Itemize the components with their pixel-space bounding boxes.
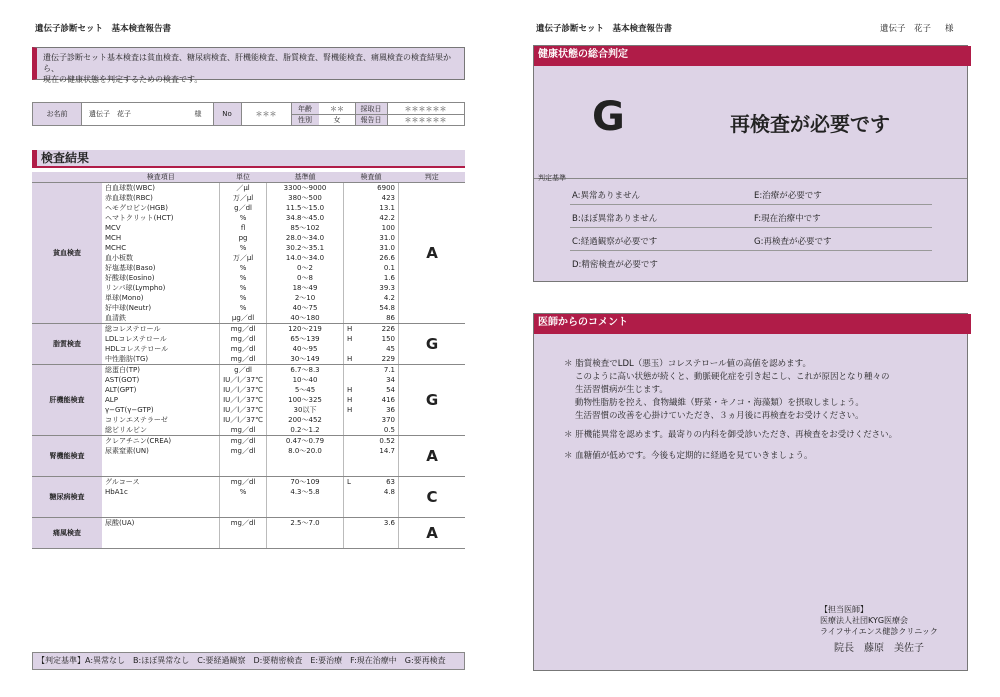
- item-flag: [344, 233, 365, 243]
- item-flag: [344, 456, 365, 466]
- judgment-grade: A: [399, 183, 466, 324]
- item-unit: %: [220, 263, 267, 273]
- category-label: 肝機能検査: [32, 365, 102, 436]
- item-name: 赤血球数(RBC): [105, 194, 153, 202]
- judgment-grade: G: [399, 365, 466, 436]
- item-unit: %: [220, 487, 267, 497]
- item-name: HbA1c: [105, 488, 128, 496]
- item-name: HDLコレステロール: [105, 345, 169, 353]
- item-value: 0.52: [379, 437, 395, 445]
- item-flag: L: [344, 477, 365, 488]
- no-label: No: [213, 103, 241, 125]
- item-value: 14.7: [379, 447, 395, 455]
- item-flag: [344, 263, 365, 273]
- item-ref: 100〜325: [267, 395, 344, 405]
- table-row: [32, 365, 465, 376]
- item-flag: [344, 497, 365, 507]
- item-name: MCHC: [105, 244, 127, 252]
- item-name: ALP: [105, 396, 118, 404]
- item-flag: [344, 253, 365, 263]
- category-label: 糖尿病検査: [32, 477, 102, 518]
- item-unit: %: [220, 243, 267, 253]
- comment-2: ＊ 肝機能異常を認めます。最寄りの内科を御受診いただき、再検査をお受けください。: [564, 430, 898, 440]
- item-flag: [344, 183, 365, 194]
- doctor-signature: 【担当医師】 医療法人社団KYG医療会 ライフサイエンス健診クリニック 院長 藤原 美佐子: [820, 605, 938, 654]
- item-value: [364, 528, 399, 538]
- item-flag: [344, 425, 365, 436]
- doc-title-right: 遺伝子診断セット 基本検査報告書: [536, 24, 673, 34]
- table-row: [32, 324, 465, 335]
- item-name: MCH: [105, 234, 122, 242]
- item-flag: [344, 283, 365, 293]
- item-flag: [344, 273, 365, 283]
- item-value: 4.2: [383, 294, 395, 302]
- item-value: 6900: [377, 184, 395, 192]
- item-ref: 40〜180: [267, 313, 344, 324]
- col-value: 検査値: [344, 172, 399, 183]
- item-unit: mg／dl: [220, 334, 267, 344]
- item-name: ヘマトクリット(HCT): [105, 214, 174, 222]
- item-value: 31.0: [379, 244, 395, 252]
- criteria-divider: [570, 204, 932, 205]
- item-ref: 120〜219: [267, 324, 344, 335]
- item-flag: [344, 365, 365, 376]
- item-value: 3.6: [383, 519, 395, 527]
- results-title: 検査結果: [32, 150, 465, 168]
- item-name: ALT(GPT): [105, 386, 137, 394]
- item-name: クレアチニン(CREA): [105, 437, 172, 445]
- item-ref: 0〜2: [267, 263, 344, 273]
- item-ref: 18〜49: [267, 283, 344, 293]
- patient-name-right: 遺伝子 花子: [880, 24, 932, 34]
- item-unit: mg／dl: [220, 425, 267, 436]
- criteria-item: D:精密検査が必要です: [572, 260, 658, 270]
- item-value: 42.2: [379, 214, 395, 222]
- report-value: ＊＊＊＊＊＊: [404, 115, 447, 124]
- item-unit: mg／dl: [220, 344, 267, 354]
- item-flag: [344, 303, 365, 313]
- item-flag: [344, 436, 365, 447]
- item-name: リンパ球(Lympho): [105, 284, 166, 292]
- honorific-right: 様: [945, 24, 954, 34]
- item-unit: [220, 528, 267, 538]
- item-unit: %: [220, 303, 267, 313]
- col-ref: 基準値: [267, 172, 344, 183]
- item-name: [102, 528, 220, 538]
- item-name: 好中球(Neutr): [105, 304, 152, 312]
- item-unit: %: [220, 273, 267, 283]
- item-flag: [344, 313, 365, 324]
- item-ref: 8.0〜20.0: [267, 446, 344, 456]
- item-name: [102, 507, 220, 518]
- criteria-item: B:ほぼ異常ありません: [572, 214, 658, 224]
- item-ref: 10〜40: [267, 375, 344, 385]
- item-value: 63: [386, 478, 395, 486]
- overall-title: 健康状態の総合判定: [534, 46, 971, 66]
- item-flag: H: [344, 405, 365, 415]
- col-unit: 単位: [220, 172, 267, 183]
- comments-title: 医師からのコメント: [534, 314, 971, 334]
- item-unit: g／dl: [220, 203, 267, 213]
- item-unit: IU／l／37℃: [220, 405, 267, 415]
- item-value: 4.8: [383, 488, 395, 496]
- intro-line: 遺伝子診断セット基本検査は貧血検査、糖尿病検査、肝機能検査、脂質検査、腎機能検査、痛風検査の検査結果から、: [43, 53, 451, 73]
- item-unit: mg／dl: [220, 477, 267, 488]
- item-ref: [267, 507, 344, 518]
- item-ref: 70〜109: [267, 477, 344, 488]
- col-item: 検査項目: [102, 172, 220, 183]
- item-unit: IU／l／37℃: [220, 385, 267, 395]
- item-ref: 40〜75: [267, 303, 344, 313]
- table-row: [32, 183, 465, 194]
- item-ref: 14.0〜34.0: [267, 253, 344, 263]
- judgment-grade: A: [399, 436, 466, 477]
- item-ref: 34.8〜45.0: [267, 213, 344, 223]
- item-ref: [267, 456, 344, 466]
- item-name: 総コレステロール: [105, 325, 161, 333]
- criteria-item: C:経過観察が必要です: [572, 237, 658, 247]
- item-value: [364, 507, 399, 518]
- item-ref: 28.0〜34.0: [267, 233, 344, 243]
- item-value: [364, 497, 399, 507]
- item-name: 単球(Mono): [105, 294, 144, 302]
- item-unit: IU／l／37℃: [220, 375, 267, 385]
- item-name: 血清鉄: [102, 313, 220, 324]
- table-row: [32, 518, 465, 529]
- item-ref: 0〜8: [267, 273, 344, 283]
- judgment-grade: C: [399, 477, 466, 518]
- item-flag: H: [344, 395, 365, 405]
- item-ref: 3300〜9000: [267, 183, 344, 194]
- comment-3: ＊ 血糖値が低めです。今後も定期的に経過を見ていきましょう。: [564, 451, 813, 461]
- item-name: [102, 538, 220, 549]
- item-value: 34: [386, 376, 395, 384]
- item-unit: 万／μl: [220, 193, 267, 203]
- item-flag: [344, 507, 365, 518]
- item-flag: [344, 446, 365, 456]
- item-name: 尿酸(UA): [105, 519, 135, 527]
- item-ref: 4.3〜5.8: [267, 487, 344, 497]
- item-ref: 30以下: [267, 405, 344, 415]
- item-value: 31.0: [379, 234, 395, 242]
- item-name: ヘモグロビン(HGB): [105, 204, 168, 212]
- category-label: 脂質検査: [32, 324, 102, 365]
- overall-grade-text: 再検査が必要です: [730, 112, 890, 136]
- item-unit: mg／dl: [220, 446, 267, 456]
- item-value: 26.6: [379, 254, 395, 262]
- item-ref: 0.2〜1.2: [267, 425, 344, 436]
- item-ref: [267, 497, 344, 507]
- item-unit: %: [220, 283, 267, 293]
- item-flag: [344, 213, 365, 223]
- comment-1: ＊ 脂質検査でLDL（悪玉）コレステロール値の高値を認めます。 このように高い状態が続くと、動脈硬化症を引き起こし、これが原因となり種々の 生活習慣病が生じます。 動物性脂肪を控え、食物繊維（野菜・キノコ・海藻類）を摂取しましょう。 生活習慣の改善を心掛けていただき、３ヵ月後に再検査をお受けください。: [564, 359, 890, 421]
- item-value: 1.6: [383, 274, 395, 282]
- item-unit: [220, 466, 267, 477]
- item-value: [364, 456, 399, 466]
- item-unit: mg／dl: [220, 354, 267, 365]
- item-flag: [344, 344, 365, 354]
- item-ref: 40〜95: [267, 344, 344, 354]
- item-flag: [344, 203, 365, 213]
- item-unit: mg／dl: [220, 518, 267, 529]
- item-name: 総ビリルビン: [102, 425, 220, 436]
- item-unit: μg／dl: [220, 313, 267, 324]
- criteria-item: E:治療が必要です: [754, 191, 822, 201]
- item-unit: [220, 538, 267, 549]
- item-name: コリンエステラーゼ: [105, 416, 168, 424]
- item-value: 7.1: [383, 366, 395, 374]
- item-value: [364, 538, 399, 549]
- item-unit: g／dl: [220, 365, 267, 376]
- intro-box: [32, 47, 465, 84]
- item-value: 36: [386, 406, 395, 414]
- item-ref: 85〜102: [267, 223, 344, 233]
- item-flag: H: [344, 385, 365, 395]
- item-value: 423: [381, 194, 395, 202]
- item-flag: [344, 223, 365, 233]
- item-unit: [220, 456, 267, 466]
- item-unit: 万／μl: [220, 253, 267, 263]
- item-unit: %: [220, 213, 267, 223]
- item-flag: [344, 518, 365, 529]
- item-name: 中性脂肪(TG): [102, 354, 220, 365]
- item-flag: [344, 466, 365, 477]
- patient-info: [32, 102, 465, 126]
- criteria-item: A:異常ありません: [572, 191, 641, 201]
- item-ref: 5〜45: [267, 385, 344, 395]
- intro-line: 現在の健康状態を判定するための検査です。: [43, 75, 203, 84]
- item-flag: [344, 487, 365, 497]
- item-name: 血小板数: [105, 254, 133, 262]
- table-row: [32, 436, 465, 447]
- item-flag: [344, 538, 365, 549]
- item-unit: mg／dl: [220, 436, 267, 447]
- name-value: 遺伝子 花子: [89, 110, 131, 118]
- no-value: ＊＊＊: [255, 110, 277, 118]
- item-value: 39.3: [379, 284, 395, 292]
- doctor-comments-panel: [533, 313, 968, 671]
- item-value: 0.1: [383, 264, 395, 272]
- item-ref: 200〜452: [267, 415, 344, 425]
- item-value: 229: [364, 354, 399, 365]
- item-unit: [220, 507, 267, 518]
- item-ref: 6.7〜8.3: [267, 365, 344, 376]
- category-label: 痛風検査: [32, 518, 102, 549]
- item-unit: fl: [220, 223, 267, 233]
- doc-title: 遺伝子診断セット 基本検査報告書: [35, 24, 172, 34]
- item-value: [364, 466, 399, 477]
- item-ref: 30〜149: [267, 354, 344, 365]
- item-name: [102, 497, 220, 507]
- item-name: 白血球数(WBC): [105, 184, 155, 192]
- sex-value: 女: [333, 115, 341, 124]
- item-ref: 30.2〜35.1: [267, 243, 344, 253]
- item-name: MCV: [105, 224, 121, 232]
- item-ref: [267, 528, 344, 538]
- item-flag: H: [344, 324, 365, 335]
- item-unit: IU／l／37℃: [220, 415, 267, 425]
- item-flag: [344, 375, 365, 385]
- item-unit: ／μl: [220, 183, 267, 194]
- item-value: 416: [381, 396, 395, 404]
- item-name: LDLコレステロール: [105, 335, 167, 343]
- category-label: 腎機能検査: [32, 436, 102, 477]
- table-row: [32, 477, 465, 488]
- item-unit: IU／l／37℃: [220, 395, 267, 405]
- criteria-item: F:現在治療中です: [754, 214, 821, 224]
- overall-grade: G: [592, 94, 625, 140]
- item-flag: [344, 528, 365, 538]
- item-value: 226: [381, 325, 395, 333]
- item-flag: [344, 293, 365, 303]
- item-ref: 2.5〜7.0: [267, 518, 344, 529]
- item-name: AST(GOT): [105, 376, 140, 384]
- item-flag: H: [344, 354, 365, 365]
- col-judge: 判定: [399, 172, 466, 183]
- item-ref: 65〜139: [267, 334, 344, 344]
- overall-judgment-panel: [533, 45, 968, 282]
- item-name: [102, 466, 220, 477]
- item-ref: 2〜10: [267, 293, 344, 303]
- item-unit: [220, 497, 267, 507]
- item-name: グルコース: [105, 478, 140, 486]
- item-name: 総蛋白(TP): [105, 366, 140, 374]
- item-name: γ−GT(γ−GTP): [105, 406, 154, 414]
- report-label: 報告日: [355, 114, 387, 125]
- item-value: 0.5: [364, 425, 399, 436]
- item-name: 好酸球(Eosino): [105, 274, 155, 282]
- judgment-grade: G: [399, 324, 466, 365]
- item-value: 370: [381, 416, 395, 424]
- honorific: 様: [194, 110, 202, 118]
- item-flag: [344, 415, 365, 425]
- item-unit: %: [220, 293, 267, 303]
- item-value: 100: [381, 224, 395, 232]
- item-ref: 0.47〜0.79: [267, 436, 344, 447]
- item-flag: H: [344, 334, 365, 344]
- criteria-label: 判定基準: [538, 174, 566, 182]
- judgment-grade: A: [399, 518, 466, 549]
- item-unit: pg: [220, 233, 267, 243]
- criteria-divider: [570, 250, 932, 251]
- name-label: お名前: [33, 103, 81, 125]
- item-value: 86: [364, 313, 399, 324]
- collect-label: 採取日: [355, 103, 387, 114]
- item-flag: [344, 193, 365, 203]
- item-flag: [344, 243, 365, 253]
- item-value: 150: [381, 335, 395, 343]
- item-name: [102, 456, 220, 466]
- criteria-divider: [570, 227, 932, 228]
- age-value: ＊＊: [330, 104, 344, 113]
- collect-value: ＊＊＊＊＊＊: [404, 104, 447, 113]
- item-unit: mg／dl: [220, 324, 267, 335]
- judgment-legend: 【判定基準】A:異常なし B:ほぼ異常なし C:要経過観察 D:要精密検査 E:要治療 F:現在治療中 G:要再検査: [32, 652, 465, 670]
- age-label: 年齢: [291, 103, 319, 114]
- item-ref: 380〜500: [267, 193, 344, 203]
- item-ref: 11.5〜15.0: [267, 203, 344, 213]
- sex-label: 性別: [291, 114, 319, 125]
- item-name: 好塩基球(Baso): [105, 264, 156, 272]
- results-table: [32, 172, 465, 549]
- category-label: 貧血検査: [32, 183, 102, 324]
- criteria-item: G:再検査が必要です: [754, 237, 832, 247]
- item-value: 13.1: [379, 204, 395, 212]
- item-value: 54: [386, 386, 395, 394]
- item-name: 尿素窒素(UN): [105, 447, 149, 455]
- item-value: 45: [386, 345, 395, 353]
- item-ref: [267, 466, 344, 477]
- item-value: 54.8: [379, 304, 395, 312]
- item-ref: [267, 538, 344, 549]
